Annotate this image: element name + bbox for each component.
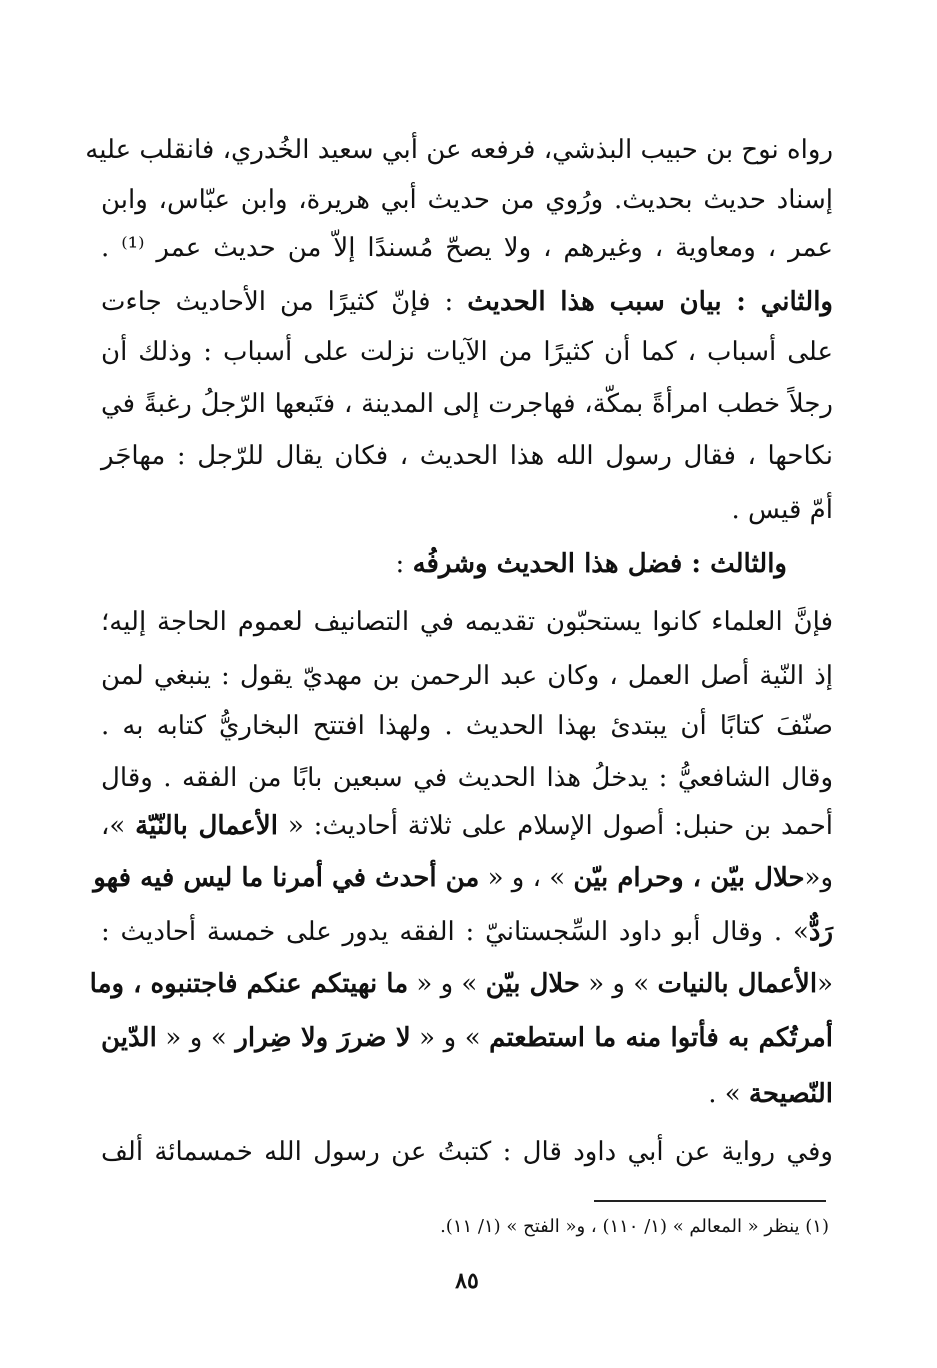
text-line: رجلاً خطب امرأةً بمكّة، فهاجرت إلى المدينة ، فتَبعها الرّجلُ رغبةً في [101, 389, 833, 419]
footnote: (١) ينظر « المعالم » (١/ ١١٠) ، و« الفتح » (١/ ١١). [440, 1216, 829, 1237]
text-line [101, 1074, 833, 1118]
text-span: » . [708, 1079, 749, 1109]
text-line: وفي رواية عن أبي داود قال : كتبتُ عن رسول الله خمسمائة ألف [101, 1137, 833, 1167]
text-line: رواه نوح بن حبيب البذشي، فرفعه عن أبي سعيد الخُدري، فانقلب عليه [85, 135, 833, 165]
text-span: : [395, 549, 413, 579]
text-span: و« [804, 863, 833, 893]
hadith-quote: حلال بيّن ، وحرام بيّن [573, 863, 805, 893]
text-span: : فإنّ كثيرًا من الأحاديث جاءت [101, 287, 468, 317]
text-line [101, 912, 833, 956]
hadith-quote: من أحدث في أمرنا ما ليس فيه فهو [93, 863, 480, 893]
hadith-quote: الأعمال بالنيات [657, 969, 818, 999]
text-span: » . وقال أبو داود السِّجستانيّ : الفقه يدور على خمسة أحاديث : [101, 917, 809, 947]
text-line: نكاحها ، فقال رسول الله هذا الحديث ، فكان يقال للرّجل : مهاجَر [101, 441, 833, 471]
text-line [101, 806, 833, 850]
text-span: » و « [580, 969, 658, 999]
hadith-quote: حلال بيّن [485, 969, 580, 999]
text-span: » و « [156, 1023, 236, 1053]
hadith-quote: الدّين [101, 1023, 157, 1053]
text-line: إسناد حديث بحديث. ورُوي من حديث أبي هريرة، وابن عبّاس، وابن [101, 185, 833, 215]
section-heading-second [101, 282, 833, 326]
text-line: وقال الشافعيُّ : يدخلُ هذا الحديث في سبعين بابًا من الفقه . وقال [101, 763, 833, 793]
text-span: » ، و « [479, 863, 574, 893]
hadith-quote: رَدٌّ [808, 917, 833, 947]
text-span: » و « [410, 1023, 490, 1053]
text-line [93, 858, 833, 902]
footnote-divider [594, 1200, 826, 1202]
hadith-quote: النّصيحة [748, 1079, 833, 1109]
section-heading-third [101, 544, 787, 588]
text-line: إذ النّية أصل العمل ، وكان عبد الرحمن بن مهديّ يقول : ينبغي لمن [101, 661, 833, 691]
text-span: » و « [408, 969, 486, 999]
text-span: « [817, 969, 833, 999]
hadith-quote: لا ضررَ ولا ضِرار [235, 1023, 411, 1053]
text-span: أحمد بن حنبل: أصول الإسلام على ثلاثة أحاديث: « [277, 811, 833, 841]
heading-bold: والثاني : بيان سبب هذا الحديث [467, 287, 833, 317]
hadith-quote: ما نهيتكم عنكم فاجتنبوه ، وما [89, 969, 409, 999]
text-line: على أسباب ، كما أن كثيرًا من الآيات نزلت على أسباب : وذلك أن [101, 337, 833, 367]
text-line: صنّفَ كتابًا أن يبتدئ بهذا الحديث . ولهذا افتتح البخاريُّ كتابه به . [101, 711, 833, 741]
heading-bold: والثالث : فضل هذا الحديث وشرفُه [412, 549, 787, 579]
hadith-quote: أمرتُكم به فأتوا منه ما استطعتم [489, 1023, 833, 1053]
text-span: »، [101, 811, 136, 841]
text-line [101, 1018, 833, 1062]
text-line [89, 964, 833, 1008]
page-number: ٨٥ [455, 1268, 479, 1294]
text-line: فإنَّ العلماء كانوا يستحبّون تقديمه في التصانيف لعموم الحاجة إليه؛ [101, 607, 833, 637]
hadith-quote: الأعمال بالنّيّة [135, 811, 278, 841]
text-line: عمر ، ومعاوية ، وغيرهم ، ولا يصحّ مُسندًا إلاّ من حديث عمر ⁽¹⁾ . [101, 233, 833, 263]
text-line: أمّ قيس . [731, 495, 833, 525]
